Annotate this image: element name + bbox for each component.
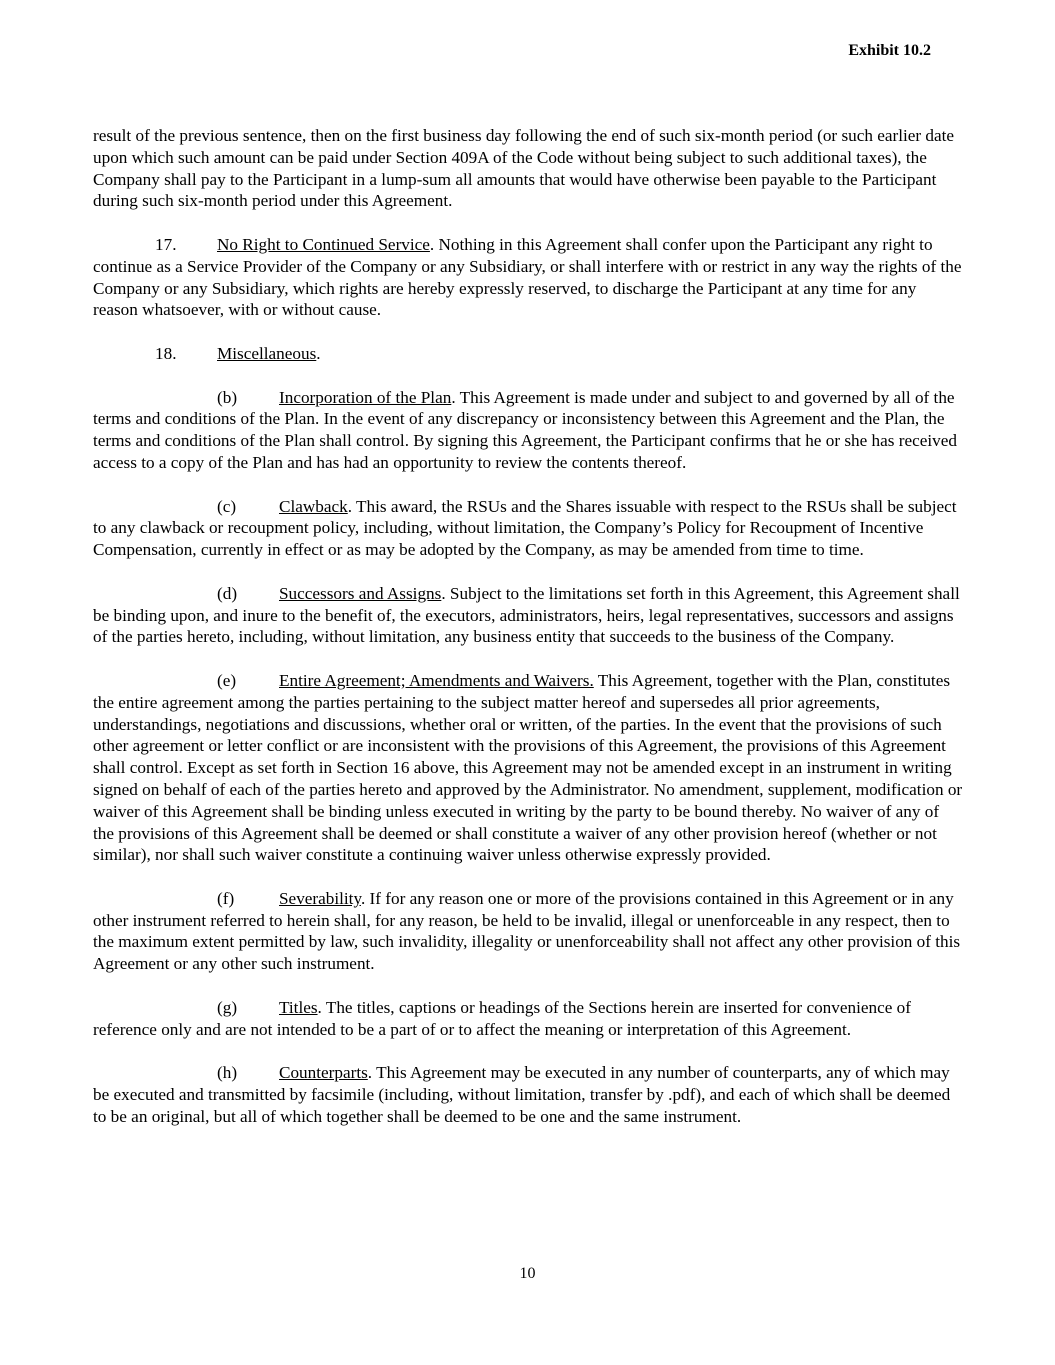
subsection-text: . This Agreement is made under and subject to and governed by all of the terms and conditions of the Plan. In the event of any discrepancy or inconsistency between this Agreement and the Plan, the terms and conditions of the Plan shall control. By signing this Agreement, the Participant confirms that he or she has received access to a copy of the Plan and has had an opportunity to review the contents thereof. (93, 387, 957, 472)
subsection-number: (c) (217, 496, 237, 516)
subsection-text: . The titles, captions or headings of the Sections herein are inserted for convenience of reference only and are not intended to be a part of or to affect the meaning or interpretation of this Agreement. (93, 997, 911, 1039)
subsection-text: . If for any reason one or more of the provisions contained in this Agreement or in any other instrument referred to herein shall, for any reason, be held to be invalid, illegal or unenforceable in any respect, then to the maximum extent permitted by law, such invalidity, illegality or unenforceability shall not affect any other provision of this Agreement or any other such instrument. (93, 888, 961, 974)
exhibit-label: Exhibit 10.2 (848, 42, 931, 59)
subsection-c (93, 496, 963, 561)
subsection-title: Incorporation of the Plan (279, 387, 452, 407)
subsection-number: (d) (217, 583, 238, 603)
subsection-title: Clawback (279, 496, 348, 516)
section-title: No Right to Continued Service (217, 234, 430, 254)
subsection-text: . This award, the RSUs and the Shares issuable with respect to the RSUs shall be subject to any clawback or recoupment policy, including, without limitation, the Company’s Policy for Recoupment of Incentive Compensation, currently in effect or as may be adopted by the Company, as may be amended from time to time. (93, 496, 957, 560)
section-number: 18. (155, 343, 177, 363)
subsection-h (93, 1062, 963, 1127)
section-17 (93, 234, 963, 321)
subsection-text: This Agreement, together with the Plan, constitutes the entire agreement among the parties pertaining to the subject matter hereof and supersedes all prior agreements, understandings, negotiations and discussions, whether oral or written, of the parties. In the event that the provisions of such other agreement or letter conflict or are inconsistent with the provisions of this Agreement, the provisions of this Agreement shall control. Except as set forth in Section 16 above, this Agreement may not be amended except in an instrument in writing signed on behalf of each of the parties hereto and approved by the Administrator. No amendment, supplement, modification or waiver of this Agreement shall be binding unless executed in writing by the party to be bound thereby. No waiver of any of the provisions of this Agreement shall be deemed or shall constitute a waiver of any other provision hereof (whether or not similar), nor shall such waiver constitute a continuing waiver unless otherwise expressly provided. (93, 670, 963, 865)
document-body (93, 125, 963, 1149)
subsection-text: . Subject to the limitations set forth in this Agreement, this Agreement shall be binding upon, and inure to the benefit of, the executors, administrators, heirs, legal representatives, successors and assigns of the parties hereto, including, without limitation, any business entity that succeeds to the business of the Company. (93, 583, 960, 647)
subsection-g (93, 997, 963, 1041)
subsection-number: (b) (217, 387, 238, 407)
subsection-number: (f) (217, 888, 235, 908)
section-text: . (316, 343, 321, 363)
subsection-number: (e) (217, 670, 237, 690)
subsection-b (93, 387, 963, 474)
subsection-d (93, 583, 963, 648)
section-18 (93, 343, 963, 365)
subsection-number: (h) (217, 1063, 238, 1083)
subsection-number: (g) (217, 997, 238, 1017)
subsection-title: Severability (279, 888, 361, 908)
subsection-e (93, 670, 963, 866)
section-text: . Nothing in this Agreement shall confer upon the Participant any right to continue as a Service Provider of the Company or any Subsidiary, or shall interfere with or restrict in any way the rights of the Company or any Subsidiary, which rights are hereby expressly reserved, to discharge the Participant at any time for any reason whatsoever, with or without cause. (93, 234, 962, 320)
paragraph-continuation: result of the previous sentence, then on the first business day following the end of such six-month period (or such earlier date upon which such amount can be paid under Section 409A of the Code without being subject to such additional taxes), the Company shall pay to the Participant in a lump-sum all amounts that would have otherwise been payable to the Participant during such six-month period under this Agreement. (93, 126, 955, 211)
subsection-title: Entire Agreement; Amendments and Waivers. (279, 670, 594, 690)
section-title: Miscellaneous (217, 343, 317, 363)
subsection-title: Successors and Assigns (279, 583, 442, 603)
subsection-title: Counterparts (279, 1063, 368, 1083)
subsection-f (93, 888, 963, 975)
subsection-text: . This Agreement may be executed in any number of counterparts, any of which may be executed and transmitted by facsimile (including, without limitation, transfer by .pdf), and each of which shall be deemed to be an original, but all of which together shall be deemed to be one and the same instrument. (93, 1063, 951, 1126)
subsection-title: Titles (279, 997, 318, 1017)
page-number: 10 (519, 1265, 536, 1282)
section-number: 17. (155, 234, 177, 254)
